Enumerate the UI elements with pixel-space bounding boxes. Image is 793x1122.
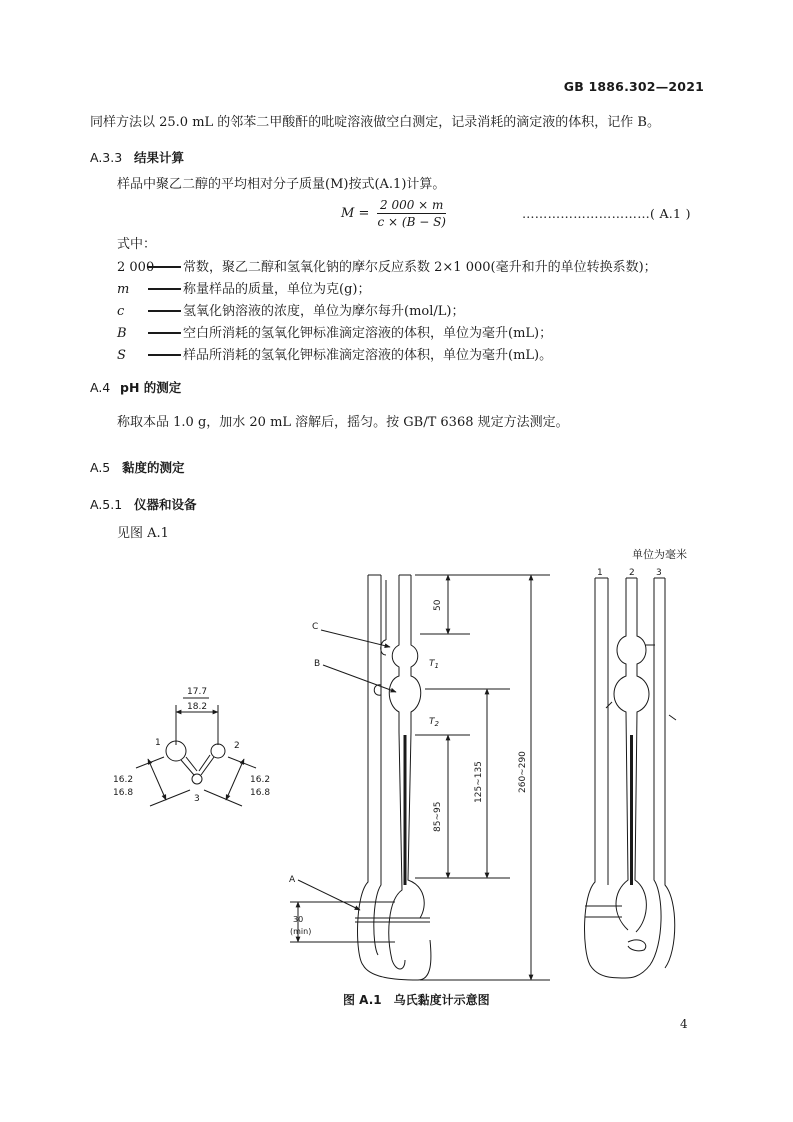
extension-line <box>204 790 242 806</box>
definition-text: 常数，聚乙二醇和氢氧化钠的摩尔反应系数 2×1 000(毫升和升的单位转换系数)； <box>183 260 657 275</box>
dim-left-arrow <box>148 759 166 800</box>
tube-3-label: 3 <box>656 568 662 578</box>
paragraph-a4: 称取本品 1.0 g，加水 20 mL 溶解后，摇匀。按 GB/T 6368 规定方法测定。 <box>117 415 569 430</box>
connector <box>199 755 210 771</box>
definition-symbol: c <box>117 304 125 319</box>
dim-right-2: 16.8 <box>250 788 271 798</box>
dim-min: (min) <box>290 927 312 936</box>
tube-2-inner <box>408 575 424 918</box>
dim-left-1: 16.2 <box>113 775 134 785</box>
dim-125-135: 125~135 <box>474 761 484 803</box>
side-tube-2-left <box>614 578 628 930</box>
extension-line <box>150 790 190 806</box>
front-view-diagram <box>289 575 550 980</box>
definition-symbol: S <box>117 348 126 363</box>
leader-c <box>321 630 390 647</box>
lower-bulb <box>628 940 646 951</box>
tube-1-label: 1 <box>597 568 603 578</box>
tube-1-inner <box>374 575 381 955</box>
definition-text: 氢氧化钠溶液的浓度，单位为摩尔每升(mol/L)； <box>183 304 465 319</box>
dim-right-1: 16.2 <box>250 775 271 785</box>
definition-text: 空白所消耗的氢氧化钾标准滴定溶液的体积，单位为毫升(mL)； <box>183 326 553 341</box>
paragraph-a33: 样品中聚乙二醇的平均相对分子质量(M)按式(A.1)计算。 <box>117 177 446 192</box>
label-c: C <box>312 622 319 632</box>
side-arm-c <box>381 640 386 655</box>
side-view-diagram <box>585 568 676 978</box>
definition-text: 称量样品的质量，单位为克(g)； <box>183 282 371 297</box>
label-b: B <box>314 659 321 669</box>
tube-2-circle <box>211 744 225 758</box>
side-nub <box>669 715 676 720</box>
label-2: 2 <box>234 741 240 751</box>
dim-260-290: 260~290 <box>518 751 528 793</box>
formula-denominator: c × (B − S) <box>377 215 446 229</box>
formula-numerator: 2 000 × m <box>377 198 446 214</box>
leader-b <box>323 665 396 692</box>
section-title: 结果计算 <box>134 150 185 165</box>
label-t1: $T_1$ <box>429 659 439 670</box>
formula-lhs: M = <box>341 206 370 221</box>
tube-2-outline <box>389 575 405 969</box>
dim-50: 50 <box>433 599 443 611</box>
section-title: 黏度的测定 <box>122 460 185 475</box>
connector <box>186 757 197 771</box>
extension-line <box>136 757 164 768</box>
where-label: 式中： <box>117 237 157 252</box>
section-title: pH 的测定 <box>120 380 182 395</box>
capillary <box>404 735 407 885</box>
section-number: A.4 <box>90 380 111 395</box>
tube-3 <box>381 575 386 640</box>
definition-text: 样品所消耗的氢氧化钾标准滴定溶液的体积，单位为毫升(mL)。 <box>183 348 553 363</box>
side-capillary <box>630 735 633 885</box>
page-number: 4 <box>680 1017 688 1031</box>
label-1: 1 <box>155 738 161 748</box>
tube-1-outline <box>358 575 431 980</box>
definition-symbol: B <box>117 326 127 341</box>
section-number: A.5 <box>90 460 111 475</box>
dim-85-95: 85~95 <box>433 801 443 832</box>
connector <box>181 760 194 775</box>
label-t2: $T_2$ <box>429 717 439 728</box>
side-tube-2-right <box>635 578 649 932</box>
label-3: 3 <box>194 794 200 804</box>
tube-2-label: 2 <box>629 568 635 578</box>
dim-top-2: 18.2 <box>187 702 208 712</box>
dim-left-2: 16.8 <box>113 788 134 798</box>
leader-a <box>298 880 360 910</box>
side-tube-3-inner <box>665 578 675 968</box>
section-title: 仪器和设备 <box>134 497 197 512</box>
section-number: A.3.3 <box>90 150 123 165</box>
definition-symbol: 2 000 <box>117 260 155 275</box>
definition-symbol: m <box>117 282 130 297</box>
standard-number: GB 1886.302—2021 <box>563 79 704 94</box>
extension-line <box>228 757 256 768</box>
paragraph-a51: 见图 A.1 <box>117 526 169 541</box>
formula-reference: …………………………( A.1 ) <box>522 206 691 221</box>
dim-30: 30 <box>293 915 304 924</box>
section-number: A.5.1 <box>90 497 123 512</box>
dim-right-arrow <box>226 759 244 800</box>
top-view-diagram <box>113 687 270 806</box>
tube-3-circle <box>192 774 202 784</box>
side-nub <box>606 702 612 708</box>
intro-paragraph: 同样方法以 25.0 mL 的邻苯二甲酸酐的吡啶溶液做空白测定，记录消耗的滴定液的体积，记作 B。 <box>90 115 660 130</box>
label-a: A <box>289 875 296 885</box>
figure-caption: 图 A.1 乌氏黏度计示意图 <box>343 993 490 1007</box>
unit-note: 单位为毫米 <box>632 548 687 561</box>
dim-top-1: 17.7 <box>187 687 208 697</box>
